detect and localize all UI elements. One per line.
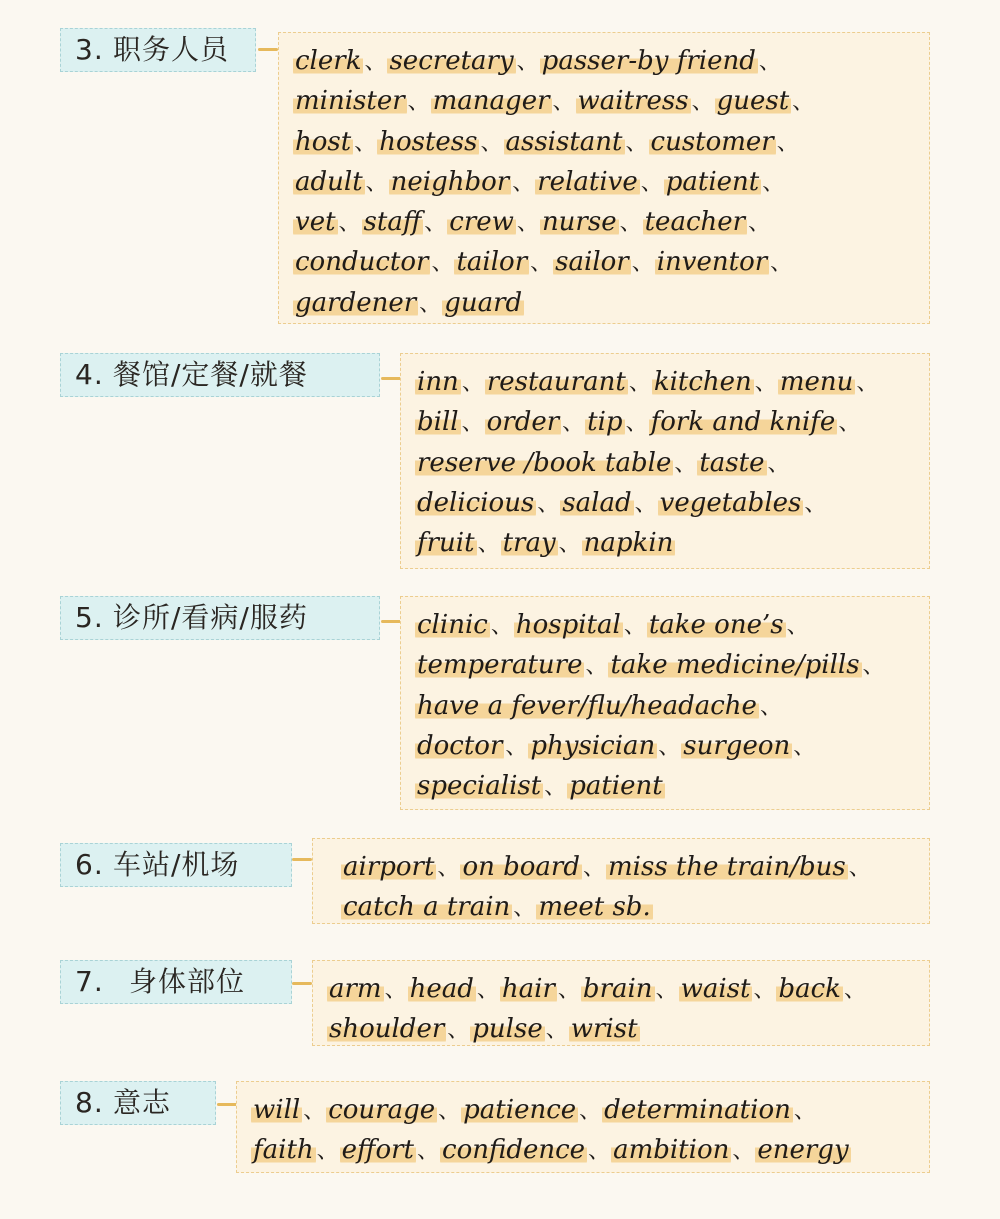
separator: 、 [655, 978, 678, 1003]
category-title: 诊所/看病/服药 [113, 601, 308, 634]
vocab-line [293, 122, 919, 162]
category-label [60, 28, 256, 72]
vocab-line [327, 969, 919, 1009]
vocab-word: taste [699, 447, 765, 478]
separator: 、 [804, 491, 827, 517]
vocab-line [251, 1130, 919, 1170]
vocab-word: manager [432, 86, 550, 117]
vocab-line [341, 847, 919, 887]
word-box [312, 960, 930, 1046]
separator: 、 [758, 50, 781, 75]
separator: 、 [537, 491, 560, 517]
vocab-line [415, 645, 919, 685]
vocab-word: shoulder [329, 1014, 445, 1045]
category-label [60, 843, 292, 887]
vocab-word: back [778, 974, 841, 1004]
vocab-word: faith [253, 1135, 314, 1166]
vocab-line [415, 443, 919, 483]
vocab-line [251, 1090, 919, 1130]
vocab-word: vegetables [659, 487, 802, 518]
vocab-word: tip [587, 407, 623, 438]
vocab-word: order [486, 407, 560, 438]
vocab-line [415, 766, 919, 806]
separator: 、 [762, 170, 785, 196]
separator: 、 [625, 130, 648, 156]
vocab-word: energy [757, 1135, 849, 1166]
separator: 、 [417, 1139, 440, 1165]
vocab-word: specialist [417, 771, 542, 802]
separator: 、 [545, 1018, 568, 1044]
separator: 、 [516, 50, 539, 75]
category-title: 身体部位 [129, 965, 246, 998]
separator: 、 [477, 532, 500, 558]
vocab-word: neighbor [390, 166, 510, 197]
vocab-word: staff [363, 207, 422, 238]
separator: 、 [338, 211, 361, 237]
vocab-word: on board [462, 852, 580, 882]
word-box [278, 32, 930, 324]
separator: 、 [786, 614, 809, 639]
category-label [60, 353, 380, 397]
separator: 、 [365, 170, 388, 196]
separator: 、 [588, 1139, 611, 1165]
separator: 、 [579, 1099, 602, 1124]
separator: 、 [447, 1018, 470, 1044]
separator: 、 [419, 291, 442, 317]
vocab-word: confidence [442, 1135, 586, 1166]
vocab-word: guard [444, 287, 523, 318]
separator: 、 [384, 978, 407, 1003]
category-number: 4. [75, 358, 104, 391]
vocab-line [293, 242, 919, 282]
separator: 、 [843, 978, 866, 1003]
vocab-word: fork and knife [650, 407, 836, 438]
vocab-word: arm [329, 974, 382, 1004]
vocab-line [415, 402, 919, 442]
separator: 、 [770, 251, 793, 277]
vocab-word: vet [295, 207, 336, 238]
separator: 、 [354, 130, 377, 156]
vocab-word: sailor [555, 247, 629, 278]
vocab-word: doctor [417, 730, 503, 761]
separator: 、 [732, 1139, 755, 1165]
word-box [400, 353, 930, 569]
separator: 、 [619, 211, 642, 237]
vocab-word: menu [779, 367, 854, 397]
separator: 、 [364, 50, 387, 75]
vocab-line [415, 686, 919, 726]
vocab-word: clerk [295, 46, 362, 76]
vocab-word: inventor [656, 247, 768, 278]
separator: 、 [438, 1099, 461, 1124]
separator: 、 [691, 90, 714, 116]
vocab-word: secretary [389, 46, 514, 76]
separator: 、 [437, 856, 460, 881]
separator: 、 [674, 451, 697, 477]
separator: 、 [582, 856, 605, 881]
separator: 、 [754, 371, 777, 396]
vocab-word: have a fever/flu/headache [417, 690, 757, 721]
separator: 、 [513, 896, 536, 922]
separator: 、 [490, 614, 513, 639]
separator: 、 [476, 978, 499, 1003]
vocab-word: clinic [417, 610, 488, 640]
vocab-word: miss the train/bus [608, 852, 846, 882]
vocab-word: napkin [583, 528, 674, 559]
vocab-word: host [295, 126, 352, 157]
vocab-word: airport [343, 852, 435, 882]
vocab-line [293, 283, 919, 323]
vocab-word: tray [502, 528, 556, 559]
vocab-word: waist [680, 974, 751, 1004]
vocab-word: salad [562, 487, 632, 518]
vocab-word: adult [295, 166, 363, 197]
connector-line [217, 1103, 237, 1106]
vocab-word: surgeon [683, 730, 791, 761]
separator: 、 [303, 1099, 326, 1124]
separator: 、 [634, 491, 657, 517]
vocab-word: guest [716, 86, 790, 117]
category-number: 3. [75, 33, 104, 66]
vocab-word: take one’s [648, 610, 784, 640]
vocab-word: waitress [577, 86, 689, 117]
vocab-word: assistant [505, 126, 623, 157]
vocab-word: tailor [456, 247, 528, 278]
vocab-line [415, 523, 919, 563]
separator: 、 [767, 451, 790, 477]
separator: 、 [838, 411, 861, 437]
vocab-word: teacher [644, 207, 746, 238]
separator: 、 [431, 251, 454, 277]
vocab-word: hostess [379, 126, 478, 157]
category-number: 5. [75, 601, 104, 634]
vocab-word: delicious [417, 487, 535, 518]
separator: 、 [530, 251, 553, 277]
separator: 、 [407, 90, 430, 116]
vocab-word: physician [530, 730, 656, 761]
category-title: 意志 [113, 1086, 172, 1119]
vocab-word: temperature [417, 650, 583, 681]
separator: 、 [640, 170, 663, 196]
separator: 、 [461, 371, 484, 396]
vocab-word: meet sb. [538, 892, 651, 923]
connector-line [381, 377, 401, 380]
separator: 、 [544, 775, 567, 801]
separator: 、 [776, 130, 799, 156]
category-number: 7. [75, 965, 104, 998]
vocab-word: effort [341, 1135, 414, 1166]
separator: 、 [461, 411, 484, 437]
vocab-word: conductor [295, 247, 429, 278]
vocab-word: bill [417, 407, 459, 438]
separator: 、 [316, 1139, 339, 1165]
separator: 、 [623, 614, 646, 639]
vocab-word: restaurant [486, 367, 626, 397]
vocab-word: patient [569, 771, 663, 802]
word-box [312, 838, 930, 924]
vocab-line [415, 362, 919, 402]
vocab-word: determination [604, 1095, 791, 1125]
separator: 、 [793, 734, 816, 760]
vocab-line [293, 81, 919, 121]
vocab-word: gardener [295, 287, 417, 318]
category-label [60, 1081, 216, 1125]
vocab-word: kitchen [653, 367, 752, 397]
vocab-word: relative [537, 166, 638, 197]
separator: 、 [562, 411, 585, 437]
separator: 、 [631, 251, 654, 277]
separator: 、 [793, 1099, 816, 1124]
separator: 、 [848, 856, 871, 881]
vocab-line [293, 41, 919, 81]
separator: 、 [792, 90, 815, 116]
vocab-word: nurse [541, 207, 617, 238]
separator: 、 [516, 211, 539, 237]
category-title: 车站/机场 [113, 848, 240, 881]
separator: 、 [753, 978, 776, 1003]
separator: 、 [585, 654, 608, 680]
vocab-word: hair [501, 974, 555, 1004]
connector-line [258, 48, 278, 51]
separator: 、 [759, 694, 782, 720]
vocab-line [415, 483, 919, 523]
separator: 、 [856, 371, 879, 396]
separator: 、 [512, 170, 535, 196]
category-label [60, 960, 292, 1004]
separator: 、 [748, 211, 771, 237]
separator: 、 [557, 978, 580, 1003]
vocab-line [415, 726, 919, 766]
separator: 、 [505, 734, 528, 760]
category-number: 6. [75, 848, 104, 881]
category-title: 职务人员 [113, 33, 230, 66]
vocab-word: customer [650, 126, 774, 157]
separator: 、 [625, 411, 648, 437]
separator: 、 [658, 734, 681, 760]
word-box [236, 1081, 930, 1173]
vocab-word: crew [449, 207, 514, 238]
vocab-line [415, 605, 919, 645]
separator: 、 [558, 532, 581, 558]
vocab-word: patience [463, 1095, 577, 1125]
vocab-word: courage [328, 1095, 436, 1125]
separator: 、 [480, 130, 503, 156]
category-number: 8. [75, 1086, 104, 1119]
vocab-word: inn [417, 367, 459, 397]
vocab-word: passer-by friend [541, 46, 756, 76]
vocab-word: patient [665, 166, 760, 197]
vocab-word: will [253, 1095, 301, 1125]
separator: 、 [862, 654, 885, 680]
connector-line [292, 982, 312, 985]
vocab-word: head [409, 974, 474, 1004]
separator: 、 [628, 371, 651, 396]
vocab-word: reserve /book table [417, 447, 672, 478]
separator: 、 [424, 211, 447, 237]
category-label [60, 596, 380, 640]
vocab-line [293, 162, 919, 202]
vocab-word: catch a train [343, 892, 511, 923]
vocab-word: take medicine/pills [610, 650, 860, 681]
vocab-word: minister [295, 86, 405, 117]
vocab-word: hospital [515, 610, 621, 640]
vocab-word: ambition [613, 1135, 730, 1166]
connector-line [381, 620, 401, 623]
vocab-word: brain [582, 974, 653, 1004]
vocab-line [327, 1009, 919, 1049]
vocab-word: pulse [472, 1014, 543, 1045]
vocab-word: fruit [417, 528, 475, 559]
separator: 、 [552, 90, 575, 116]
vocab-line [293, 202, 919, 242]
vocab-line [341, 887, 919, 927]
vocab-word: wrist [570, 1014, 638, 1045]
word-box [400, 596, 930, 810]
category-title: 餐馆/定餐/就餐 [113, 358, 308, 391]
connector-line [292, 858, 312, 861]
